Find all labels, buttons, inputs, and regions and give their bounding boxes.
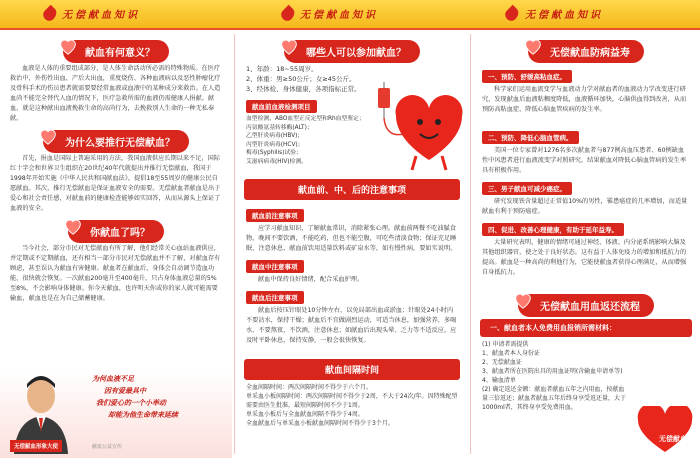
test-item: 乙型肝炎病毒(HBV)； (246, 133, 304, 139)
credit-text: 献血公益宣传 (92, 444, 123, 450)
during-donation-text: 献血中保持良好情绪，配合采血护理。 (258, 276, 364, 283)
column-divider (470, 34, 471, 454)
benefit-text: 大量研究表明，健康的情绪可通过神经、体液、内分泌系统影响大脑及其他组织器官，使之处于良好状态。这有益于人体免疫力的增加和抵抗力的提高。献血是一种高尚的利他行为，它能使献血者获得心理满足，从而增强自身抵抗力。 (482, 239, 687, 276)
refund-step: (2) 确定返还金额：献血者献血五年之内用血，按献血量三倍返还；献血者献血五年后终身享受返还量，大于1000ml者，其终身享受免费用血。 (482, 386, 627, 411)
section-title-benefits: 无偿献血防病益寿 (550, 48, 630, 59)
test-item: 血型检测、ABO血型正反定型和Rh血型鉴定； (246, 116, 365, 122)
interval-item: 全血献血后与单采血小板献血间隔时间不得少于3个月。 (246, 420, 394, 427)
section-title-donated: 你献血了吗？ (90, 228, 150, 239)
benefit-tag: 四、促进、改善心理健康，有助于延年益寿。 (482, 223, 624, 236)
banner-title-right: 无偿献血知识 (525, 10, 603, 21)
refund-step: 2、无偿献血证 (482, 359, 522, 366)
blood-drop-icon (279, 5, 297, 23)
section-heading (236, 36, 468, 62)
post-donation-text: 献血后按压针眼处10分钟左右，以免局部出血或淤血；针眼处24小时内不要沾水，保持干燥；献血后不宜做剧烈运动，可适当休息，加强营养，多喝水，不要熬夜，不饮酒，注意休息；如献血后出现头晕、乏力等不适反应，应及时平卧休息，保持安静，一般会很快恢复。 (246, 307, 457, 344)
pre-donation-text: 应学习献血知识，了解献血常识，消除紧张心理。献血前两餐不吃油腻食物，晚间不要饮酒，不能吃药，但也不能空腹，可吃些清淡食物；保证充足睡眠，注意休息，献血前饮用适量饮料或矿泉水等，如有慢性病，要如实说明。 (246, 225, 457, 252)
section-heading (0, 216, 232, 242)
ambassador-badge: 无偿献血形象大使 (10, 440, 62, 452)
benefit-tag: 三、男子献血可减少癌症。 (482, 182, 572, 195)
eligibility-block (236, 64, 468, 176)
heart-icon (522, 35, 544, 57)
heart-icon (57, 35, 79, 57)
column-middle (236, 34, 468, 458)
section-title-interval: 献血间隔时间 (244, 359, 460, 380)
refund-step: 3、献血者所在医院出具的用血证明(含输血申请单等) (482, 368, 623, 375)
pre-donation-tag: 献血前注意事项 (246, 209, 304, 222)
test-item: 艾滋病病毒(HIV)检测。 (246, 158, 307, 165)
column-left (0, 34, 232, 458)
refund-band: 一、献血者本人免费用血报销所需材料： (480, 319, 692, 337)
slogan-line: 却能为他生命带来延续 (108, 411, 178, 419)
why-text: 首先，捐血是国际上普遍采用的方法，我国血液供应长期以来不足，国际红十字会和世界卫生组织在20世纪40年代就提出并推行无偿献血，我国于1998年开始实施《中华人民共和国献血法》，提倡18至55周岁的健康公民自愿献血。其次，推行无偿献血是保证血液安全的需要。无偿献血者献血是出于爱心和社会责任感，对献血前的健康检查能够如实回答，从而从源头上保证了血液的安全。 (10, 155, 221, 212)
eligibility-item: 2、体重：男≥50公斤；女≥45公斤。 (246, 75, 356, 83)
blood-drop-icon (503, 5, 521, 23)
section-heading (472, 290, 700, 316)
logo-text: 无偿献血 (659, 435, 687, 443)
eligibility-item: 3、经体检、身体健康，各项指标正常。 (246, 85, 361, 93)
section-heading (0, 126, 232, 152)
slogan-line: 我们爱心的一个小举动 (96, 399, 166, 407)
meaning-text: 血液是人体的重要组成部分，是人体生命活动所必需的特殊物质。在医疗救治中，外伤性出血、产后大出血，重度烧伤、各种血液病以及恶性肿瘤化疗及骨科手术的伤员患者就需要要经常血液或血液中的某种成分来救治。在人造血尚不能完全替代人血的情况下，医疗急救所需的血液仍需健康人捐献。献血，就是这种献出血液挽救生命的高尚行为，去挽救别人生命的一种无私奉献。 (10, 65, 221, 122)
post-donation-tag: 献血后注意事项 (246, 291, 304, 304)
test-item: 丙型肝炎病毒(HCV)； (246, 141, 304, 148)
refund-step: (1) 申请者需提供 (482, 341, 529, 348)
benefit-tag: 二、预防、降低心脑血管病。 (482, 131, 579, 144)
interval-item: 单采血小板间隔时间：两次间隔时间不得少于2周，不大于24次/年。因特殊配型需要由医生批准，最短间隔时间不少于1周。 (246, 393, 458, 409)
section-heading (0, 36, 232, 62)
refund-step: 1、献血者本人身份证 (482, 350, 540, 357)
benefit-tag: 一、预防、舒缓高粘血症。 (482, 70, 572, 83)
promo-area (0, 370, 232, 458)
heart-icon (278, 35, 300, 57)
top-banner (0, 0, 700, 30)
section-title-who: 哪些人可以参加献血？ (306, 48, 406, 59)
banner-title-left: 无偿献血知识 (62, 10, 140, 21)
tests-tag: 献血前血液检测项目 (246, 100, 317, 113)
section-title-refund: 无偿献血用血返还流程 (540, 302, 640, 313)
refund-step: 4、输血清单 (482, 377, 516, 384)
benefit-text: 科学家们运用血流变学与血液动力学对献血者的血液动力学改变进行研究，发现献血后血液粘稠度降低，血液循环加快，心脑供血得到改善，从而预防高粘血症，降低心脑血管疾病的发生率。 (482, 86, 687, 113)
interval-item: 全血间隔时间：两次间隔时间不得少于六个月。 (246, 384, 373, 391)
heart-mascot-icon (374, 78, 464, 172)
column-right (472, 34, 700, 458)
column-divider (234, 34, 235, 454)
banner-title-mid: 无偿献血知识 (300, 10, 378, 21)
during-donation-tag: 献血中注意事项 (246, 260, 304, 273)
donated-text: 当今社会，部分市民对无偿献血有所了解，他们经常关心血站血液供应，并定期或不定期献血，还有相当一部分市民对无偿献血并不了解，对献血存有顾虑，甚至误认为献血有害健康。献血者在献血后，身体会自动调节造血功能，很快就会恢复。一次献血200毫升至400毫升，只占身体血液总量的5%至8%，不会影响身体健康。你今天献血，也许明天你或你的家人就可能需要输血，献血也是在为自己储蓄健康。 (10, 245, 221, 302)
blood-donation-logo-icon (636, 406, 694, 454)
slogan-line: 因有爱最具中 (104, 387, 146, 395)
blood-drop-icon (41, 5, 59, 23)
heart-icon (512, 289, 534, 311)
interval-item: 单采血小板后与全血献血间隔不得少于4周。 (246, 411, 364, 418)
benefit-text: 美国一位专家曾对1276名多次献血者与877例高血压患者、60例缺血性中风患者进行血液流变学对照研究，结果献血对降低心脑血管病的发生率具有积极作用。 (482, 147, 687, 174)
section-heading (472, 36, 700, 62)
test-item: 梅毒(Syphilis)试验； (246, 150, 302, 156)
section-title-precautions: 献血前、中、后的注意事项 (244, 179, 460, 200)
section-title-meaning: 献血有何意义？ (85, 48, 155, 59)
heart-icon (37, 125, 59, 147)
test-item: 丙氨酸氨基转移酶(ALT)； (246, 124, 313, 131)
heart-icon (62, 215, 84, 237)
eligibility-item: 1、年龄：18~55周岁。 (246, 65, 318, 73)
benefit-text: 研究发现铁含量超过正常值10%的男性，罹患癌症的几率增加，而适量献血有利于预防癌症。 (482, 198, 688, 215)
slogan-line: 为何血液不足 (92, 375, 134, 383)
section-title-why: 为什么要推行无偿献血？ (65, 138, 175, 149)
